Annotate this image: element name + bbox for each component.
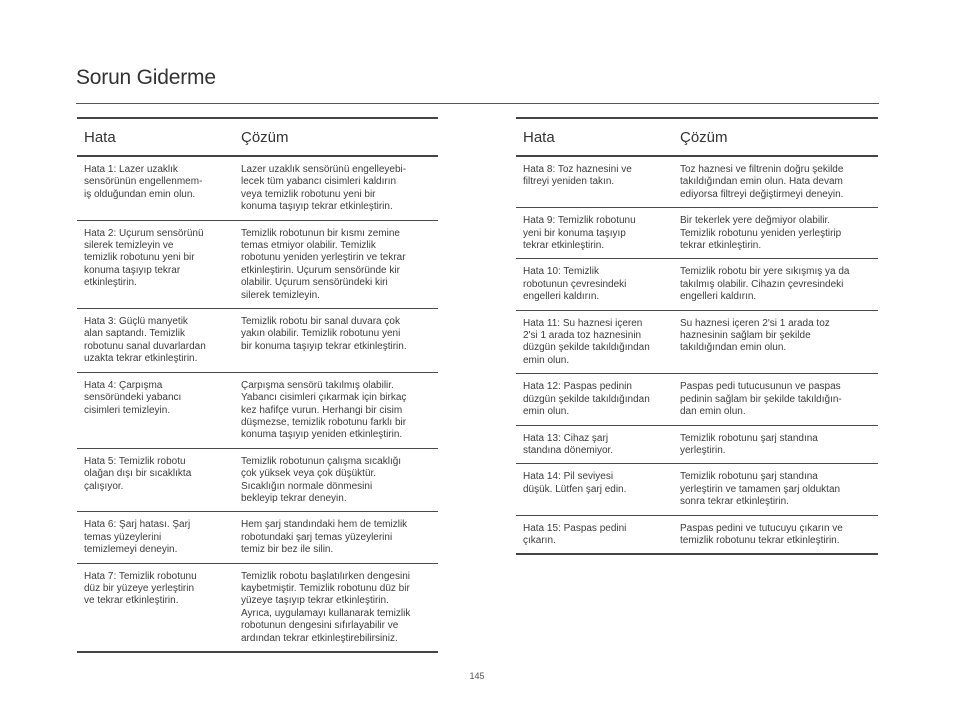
error-cell: Hata 15: Paspas pedini çıkarın. <box>523 522 627 546</box>
error-cell: Hata 12: Paspas pedinin düzgün şekilde takıldığından emin olun. <box>523 381 650 418</box>
table-row <box>516 516 878 554</box>
table-row <box>516 259 878 310</box>
troubleshooting-table-right <box>516 117 878 555</box>
column-header-error: Hata <box>523 128 555 146</box>
solution-cell: Temizlik robotunu şarj standına yerleştirin ve tamamen şarj olduktan sonra tekrar etkinleştirin. <box>680 471 841 508</box>
table-row <box>77 309 438 373</box>
solution-cell: Temizlik robotunun bir kısmı zemine temas etmiyor olabilir. Temizlik robotunu yeniden yerleştirin ve tekrar etkinleştirin. Uçurum sensöründe kir olabilir. Uçurum sensöründeki kiri silerek temizleyin. <box>241 227 406 301</box>
column-header-error: Hata <box>84 128 116 146</box>
error-cell: Hata 8: Toz haznesini ve filtreyi yeniden takın. <box>523 164 632 188</box>
solution-cell: Temizlik robotu başlatılırken dengesini kaybetmiştir. Temizlik robotunu düz bir yüzeye taşıyıp tekrar etkinleştirin. Ayrıca, uygulamayı kullanarak temizlik robotunun dengesini sıfırlayabilir ve ardından tekrar etkinleştirebilirsiniz. <box>241 570 411 644</box>
table-row <box>516 311 878 375</box>
error-cell: Hata 13: Cihaz şarj standına dönemiyor. <box>523 432 614 456</box>
table-row <box>516 157 878 208</box>
error-cell: Hata 6: Şarj hatası. Şarj temas yüzeylerini temizlemeyi deneyin. <box>84 519 191 556</box>
table-header <box>516 119 878 157</box>
column-header-solution: Çözüm <box>680 128 728 146</box>
solution-cell: Lazer uzaklık sensörünü engelleyebi- lecek tüm yabancı cisimleri kaldırın veya temizlik robotunu yeni bir konuma taşıyıp tekrar etkinleştirin. <box>241 164 407 213</box>
page-title: Sorun Giderme <box>76 66 216 89</box>
solution-cell: Su haznesi içeren 2'si 1 arada toz haznesinin sağlam bir şekilde takıldığından emin olun. <box>680 317 830 354</box>
error-cell: Hata 3: Güçlü manyetik alan saptandı. Temizlik robotunu sanal duvarlardan uzakta tekrar etkinleştirin. <box>84 316 206 365</box>
table-row <box>77 564 438 651</box>
table-row <box>516 426 878 465</box>
title-divider <box>76 103 879 104</box>
table-row <box>516 208 878 259</box>
error-cell: Hata 11: Su haznesi içeren 2'si 1 arada toz haznesinin düzgün şekilde takıldığından emin olun. <box>523 317 650 366</box>
solution-cell: Temizlik robotunu şarj standına yerleştirin. <box>680 432 818 456</box>
solution-cell: Temizlik robotu bir yere sıkışmış ya da takılmış olabilir. Cihazın çevresindeki engelleri kaldırın. <box>680 266 850 303</box>
solution-cell: Toz haznesi ve filtrenin doğru şekilde takıldığından emin olun. Hata devam ediyorsa filtreyi değiştirmeyi deneyin. <box>680 164 844 200</box>
table-row <box>77 449 438 513</box>
column-header-solution: Çözüm <box>241 128 289 146</box>
table-header <box>77 119 438 157</box>
troubleshooting-table-left <box>77 117 438 653</box>
solution-cell: Temizlik robotunun çalışma sıcaklığı çok yüksek veya çok düşüktür. Sıcaklığın normale dönmesini bekleyip tekrar deneyin. <box>241 455 402 504</box>
table-row <box>516 374 878 425</box>
table-row <box>77 157 438 221</box>
solution-cell: Temizlik robotu bir sanal duvara çok yakın olabilir. Temizlik robotunu yeni bir konuma taşıyıp tekrar etkinleştirin. <box>241 316 407 352</box>
solution-cell: Paspas pedi tutucusunun ve paspas pedinin sağlam bir şekilde takıldığın- dan emin olun. <box>680 381 842 418</box>
table-row <box>516 464 878 515</box>
error-cell: Hata 4: Çarpışma sensöründeki yabancı cisimleri temizleyin. <box>84 379 182 416</box>
error-cell: Hata 2: Uçurum sensörünü silerek temizleyin ve temizlik robotunu yeni bir konuma taşıyıp tekrar etkinleştirin. <box>84 227 204 289</box>
table-row <box>77 373 438 449</box>
error-cell: Hata 14: Pil seviyesi düşük. Lütfen şarj edin. <box>523 471 627 495</box>
table-row <box>77 512 438 563</box>
page-number: 145 <box>469 671 485 681</box>
solution-cell: Bir tekerlek yere değmiyor olabilir. Temizlik robotunu yeniden yerleştirip tekrar etkinleştirin. <box>680 215 842 252</box>
error-cell: Hata 9: Temizlik robotunu yeni bir konuma taşıyıp tekrar etkinleştirin. <box>523 215 636 252</box>
solution-cell: Hem şarj standındaki hem de temizlik robotundaki şarj temas yüzeylerini temiz bir bez ile silin. <box>241 519 408 556</box>
error-cell: Hata 7: Temizlik robotunu düz bir yüzeye yerleştirin ve tekrar etkinleştirin. <box>84 570 197 607</box>
error-cell: Hata 1: Lazer uzaklık sensörünün engellenmem- iş olduğundan emin olun. <box>84 164 203 200</box>
table-row <box>77 221 438 309</box>
error-cell: Hata 10: Temizlik robotunun çevresindeki engelleri kaldırın. <box>523 266 627 303</box>
solution-cell: Çarpışma sensörü takılmış olabilir. Yabancı cisimleri çıkarmak için birkaç kez hafifçe vurun. Herhangi bir cisim düşmezse, temizlik robotunu farklı bir konuma taşıyıp yeniden etkinleştirin. <box>241 379 407 441</box>
solution-cell: Paspas pedini ve tutucuyu çıkarın ve temizlik robotunu tekrar etkinleştirin. <box>680 522 843 546</box>
error-cell: Hata 5: Temizlik robotu olağan dışı bir sıcaklıkta çalışıyor. <box>84 455 192 492</box>
